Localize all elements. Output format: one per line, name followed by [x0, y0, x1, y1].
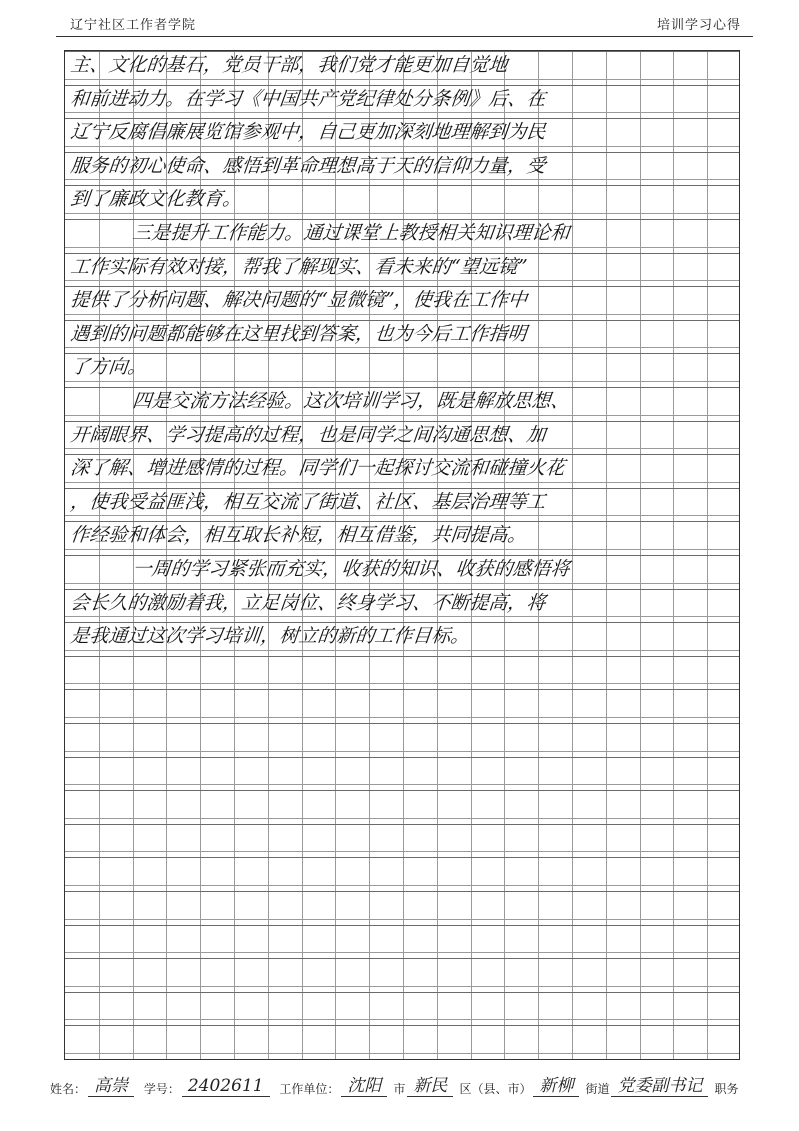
- grid-row: [65, 757, 739, 792]
- handwritten-line: 服务的初心使命、感悟到革命理想高于天的信仰力量，受: [69, 154, 547, 177]
- name-label: 姓名：: [50, 1082, 87, 1096]
- grid-row: [65, 992, 739, 1027]
- grid-row: [65, 152, 739, 187]
- grid-row: [65, 958, 739, 993]
- grid-row: [65, 219, 739, 254]
- grid-row: [65, 891, 739, 926]
- grid-row: [65, 118, 739, 153]
- position-value: 党委副书记: [611, 1076, 708, 1097]
- row-gap: [65, 1053, 739, 1060]
- id-value: 2402611: [182, 1076, 270, 1097]
- grid-row: [65, 85, 739, 120]
- header-rule: [56, 36, 753, 37]
- grid-row: [65, 51, 739, 86]
- district-value: 新民: [407, 1076, 453, 1097]
- grid-row: [65, 824, 739, 859]
- handwritten-line: 三是提升工作能力。通过课堂上教授相关知识理论和: [131, 222, 571, 244]
- street-label: 街道: [585, 1082, 610, 1096]
- name-value: 高崇: [88, 1076, 134, 1097]
- handwritten-line: 一周的学习紧张而充实，收获的知识、收获的感悟将: [131, 558, 571, 580]
- grid-row: [65, 1025, 739, 1060]
- header-institute: 辽宁社区工作者学院: [70, 18, 197, 33]
- grid-row: [65, 555, 739, 590]
- writing-grid: [64, 50, 740, 1060]
- handwritten-line: ，使我受益匪浅，相互交流了街道、社区、基层治理等工: [69, 490, 547, 513]
- grid-row: [65, 622, 739, 657]
- header-doc-type: 培训学习心得: [656, 18, 741, 33]
- grid-row: [65, 790, 739, 825]
- handwritten-line: 作经验和体会，相互取长补短，相互借鉴，共同提高。: [69, 524, 528, 547]
- unit-label: 工作单位：: [279, 1082, 340, 1096]
- handwritten-line: 四是交流方法经验。这次培训学习，既是解放思想、: [131, 390, 571, 412]
- grid-row: [65, 925, 739, 960]
- grid-row: [65, 387, 739, 422]
- grid-row: [65, 253, 739, 288]
- handwritten-line: 主、文化的基石，党员干部，我们党才能更加自觉地: [69, 54, 509, 76]
- city-value: 沈阳: [341, 1076, 387, 1097]
- handwritten-line: 是我通过这次学习培训，树立的新的工作目标。: [69, 625, 471, 648]
- city-label: 市: [393, 1082, 406, 1096]
- handwritten-line: 了方向。: [69, 356, 148, 379]
- grid-row: [65, 320, 739, 355]
- handwritten-line: 工作实际有效对接，帮我了解现实、看未来的“望远镜”: [69, 255, 529, 278]
- grid-row: [65, 488, 739, 523]
- grid-row: [65, 656, 739, 691]
- id-label: 学号：: [143, 1082, 180, 1096]
- footer-info: [50, 1076, 759, 1112]
- district-label: 区（县、市）: [459, 1082, 532, 1096]
- handwritten-line: 辽宁反腐倡廉展览馆参观中，自己更加深刻地理解到为民: [69, 121, 547, 144]
- handwritten-line: 会长久的激励着我，立足岗位、终身学习、不断提高，将: [69, 591, 547, 614]
- position-label: 职务: [714, 1082, 739, 1096]
- handwritten-line: 提供了分析问题、解决问题的“显微镜”，使我在工作中: [69, 289, 529, 312]
- grid-row: [65, 454, 739, 489]
- grid-row: [65, 421, 739, 456]
- grid-row: [65, 589, 739, 624]
- grid-row: [65, 286, 739, 321]
- grid-row: [65, 723, 739, 758]
- street-value: 新柳: [533, 1076, 579, 1097]
- handwritten-line: 遇到的问题都能够在这里找到答案，也为今后工作指明: [69, 322, 528, 345]
- handwritten-line: 深了解、增进感情的过程。同学们一起探讨交流和碰撞火花: [69, 457, 566, 480]
- grid-row: [65, 857, 739, 892]
- handwritten-line: 到了廉政文化教育。: [69, 188, 243, 211]
- handwritten-line: 开阔眼界、学习提高的过程，也是同学之间沟通思想、加: [69, 423, 547, 446]
- grid-row: [65, 521, 739, 556]
- grid-row: [65, 689, 739, 724]
- grid-row: [65, 185, 739, 220]
- handwritten-line: 和前进动力。在学习《中国共产党纪律处分条例》后、在: [69, 87, 547, 110]
- grid-row: [65, 353, 739, 388]
